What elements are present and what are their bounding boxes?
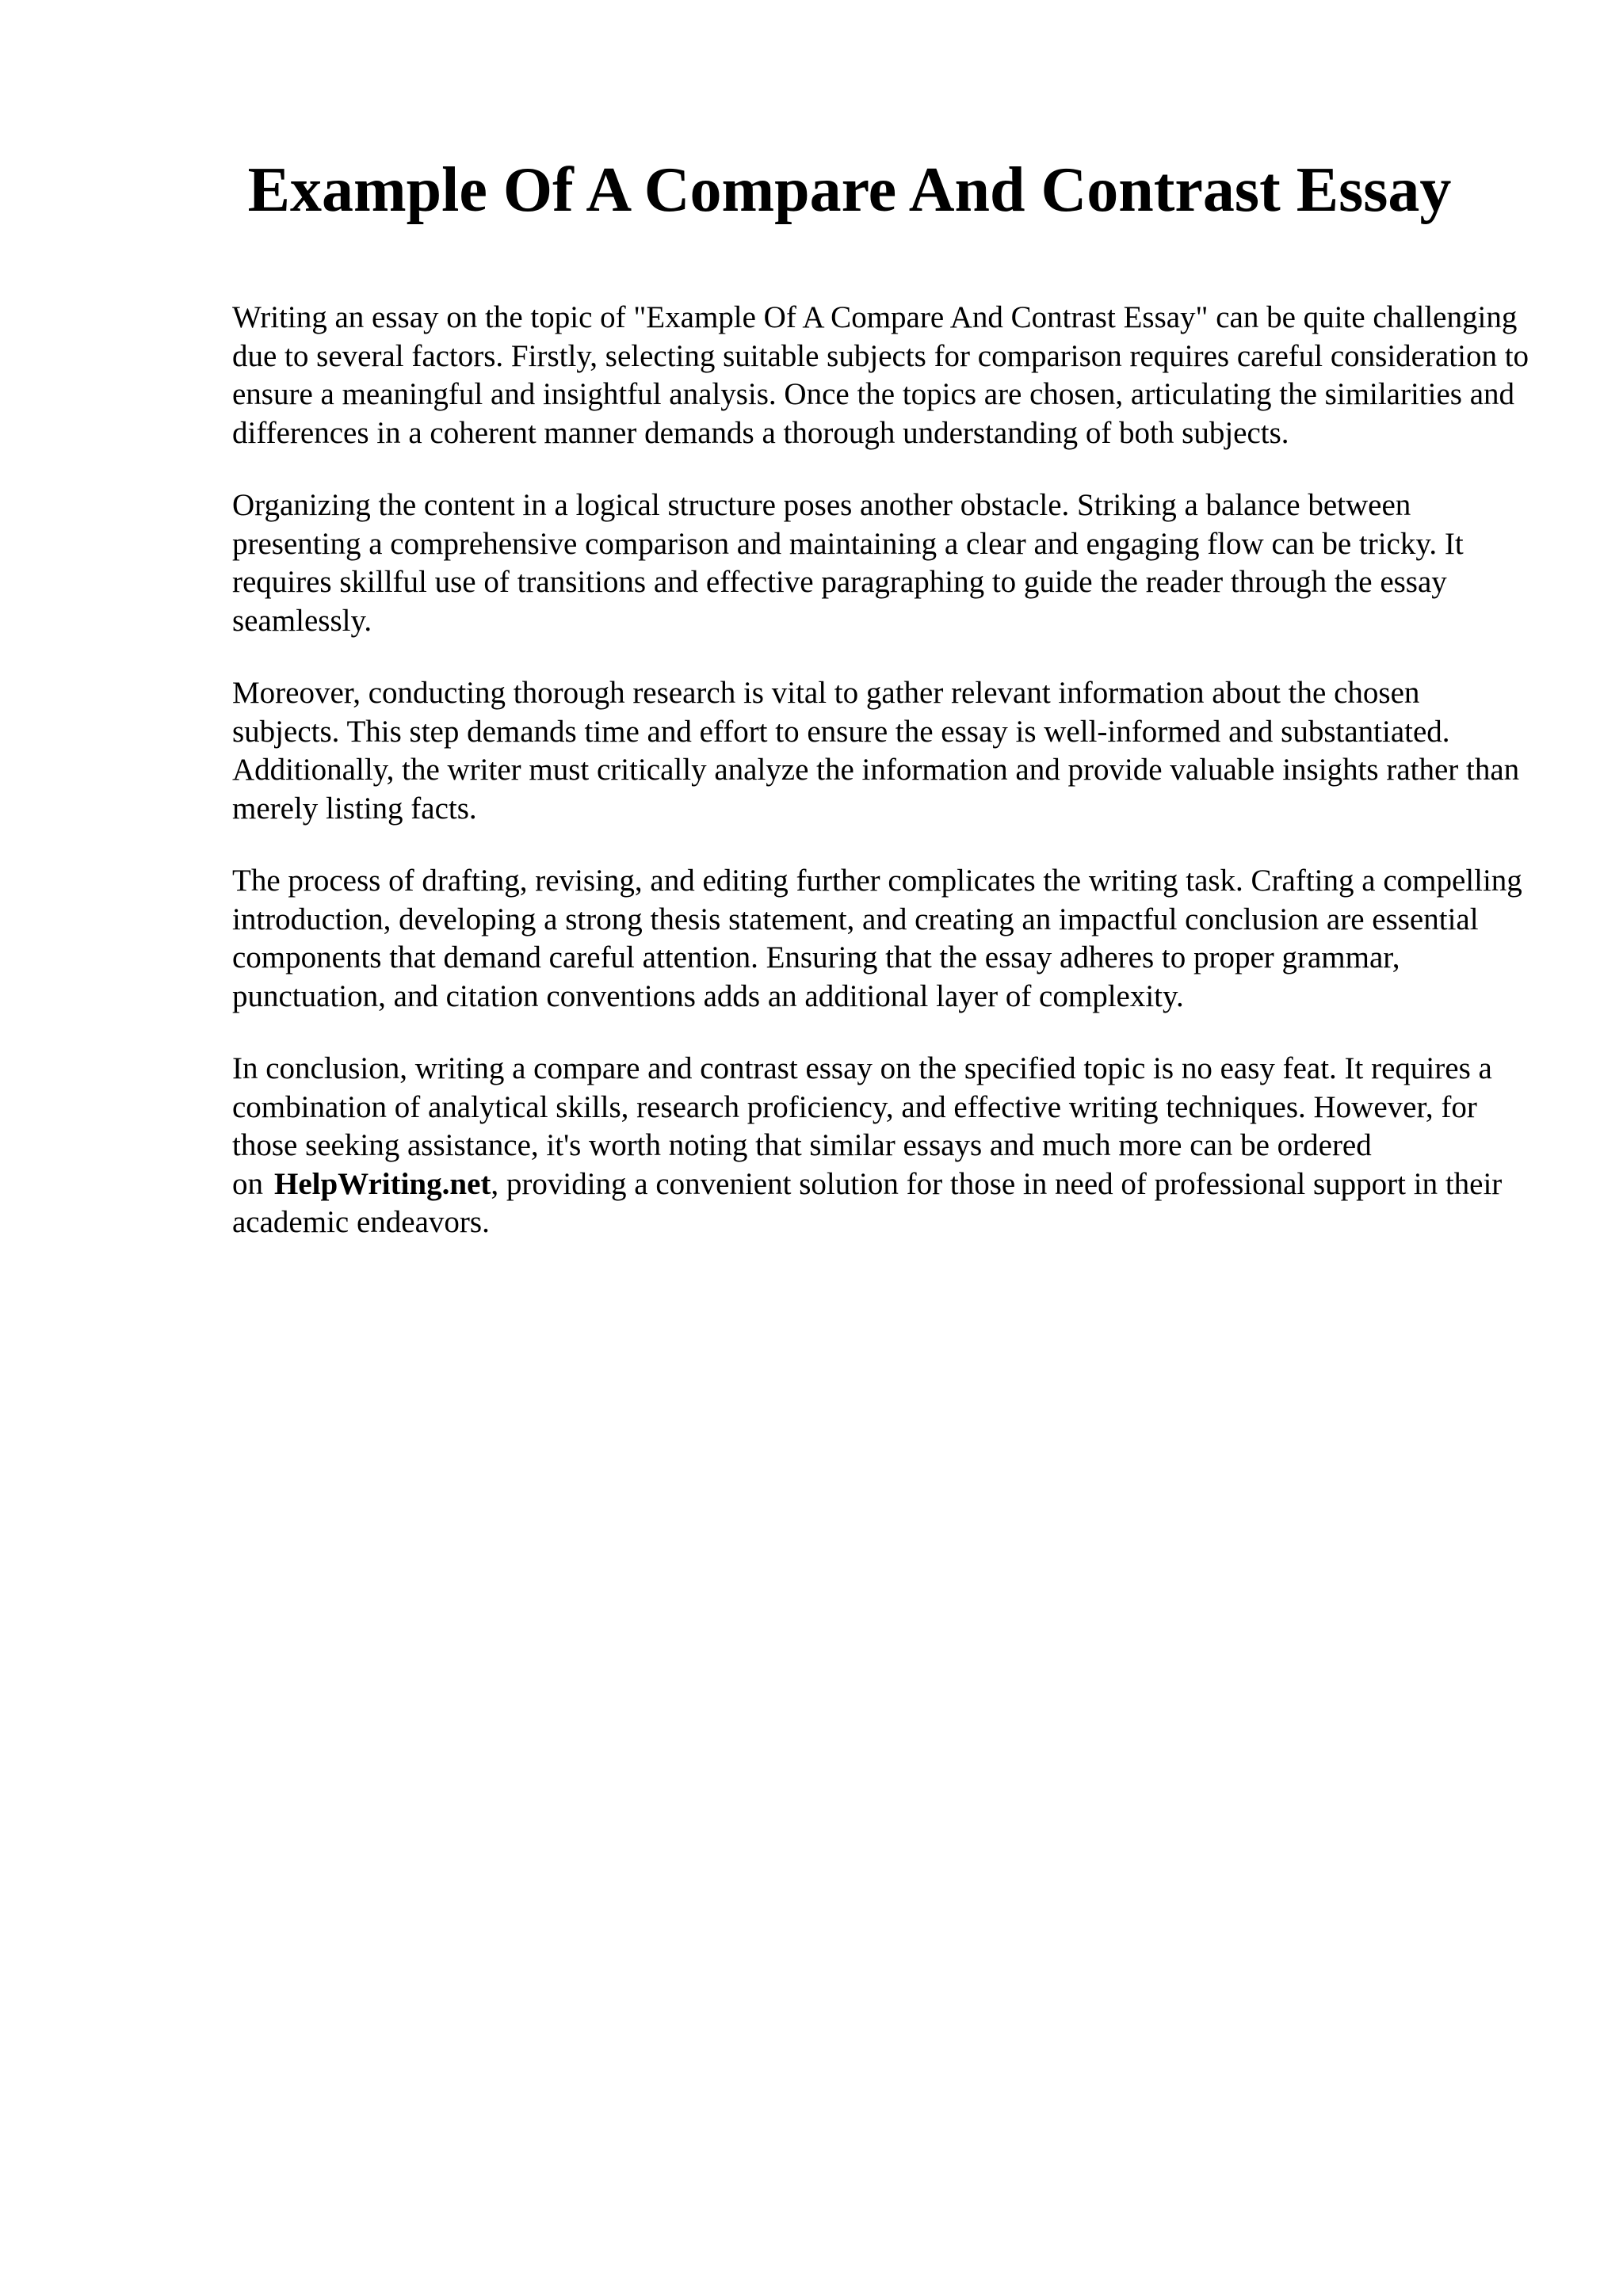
document-title: Example Of A Compare And Contrast Essay — [247, 155, 1452, 225]
paragraph-5-conclusion — [232, 1050, 1532, 1242]
paragraph-2: Organizing the content in a logical structure poses another obstacle. Striking a balance between presenting a comprehensive comparison and maintaining a clear and engaging flow can be tricky. It requires skillful use of transitions and effective paragraphing to guide the reader through the essay seamlessly. — [232, 488, 1464, 638]
helpwriting-link[interactable]: HelpWriting.net — [274, 1166, 491, 1201]
document-body — [232, 299, 1532, 1276]
paragraph-1: Writing an essay on the topic of "Example Of A Compare And Contrast Essay" can be quite challenging due to several factors. Firstly, selecting suitable subjects for comparison requires careful consideration to ensure a meaningful and insightful analysis. Once the topics are chosen, articulating the similarities and differences in a coherent manner demands a thorough understanding of both subjects. — [232, 300, 1529, 450]
paragraph-4: The process of drafting, revising, and editing further complicates the writing task. Crafting a compelling introduction, developing a strong thesis statement, and creating an impactful conclusion are essential components that demand careful attention. Ensuring that the essay adheres to proper grammar, punctuation, and citation conventions adds an additional layer of complexity. — [232, 864, 1522, 1013]
paragraph-3: Moreover, conducting thorough research is vital to gather relevant information about the chosen subjects. This step demands time and effort to ensure the essay is well-informed and substantiated. Additionally, the writer must critically analyze the information and provide valuable insights rather than merely listing facts. — [232, 676, 1520, 826]
conclusion-text-after-link: , providing a convenient solution for those in need of professional support in their academic endeavors. — [232, 1166, 1503, 1239]
conclusion-text-before-link: In conclusion, writing a compare and contrast essay on the specified topic is no easy feat. It requires a combination of analytical skills, research proficiency, and effective writing techniques. However, for those seeking assistance, it's worth noting that similar essays and much more can be ordered on — [232, 1051, 1492, 1201]
